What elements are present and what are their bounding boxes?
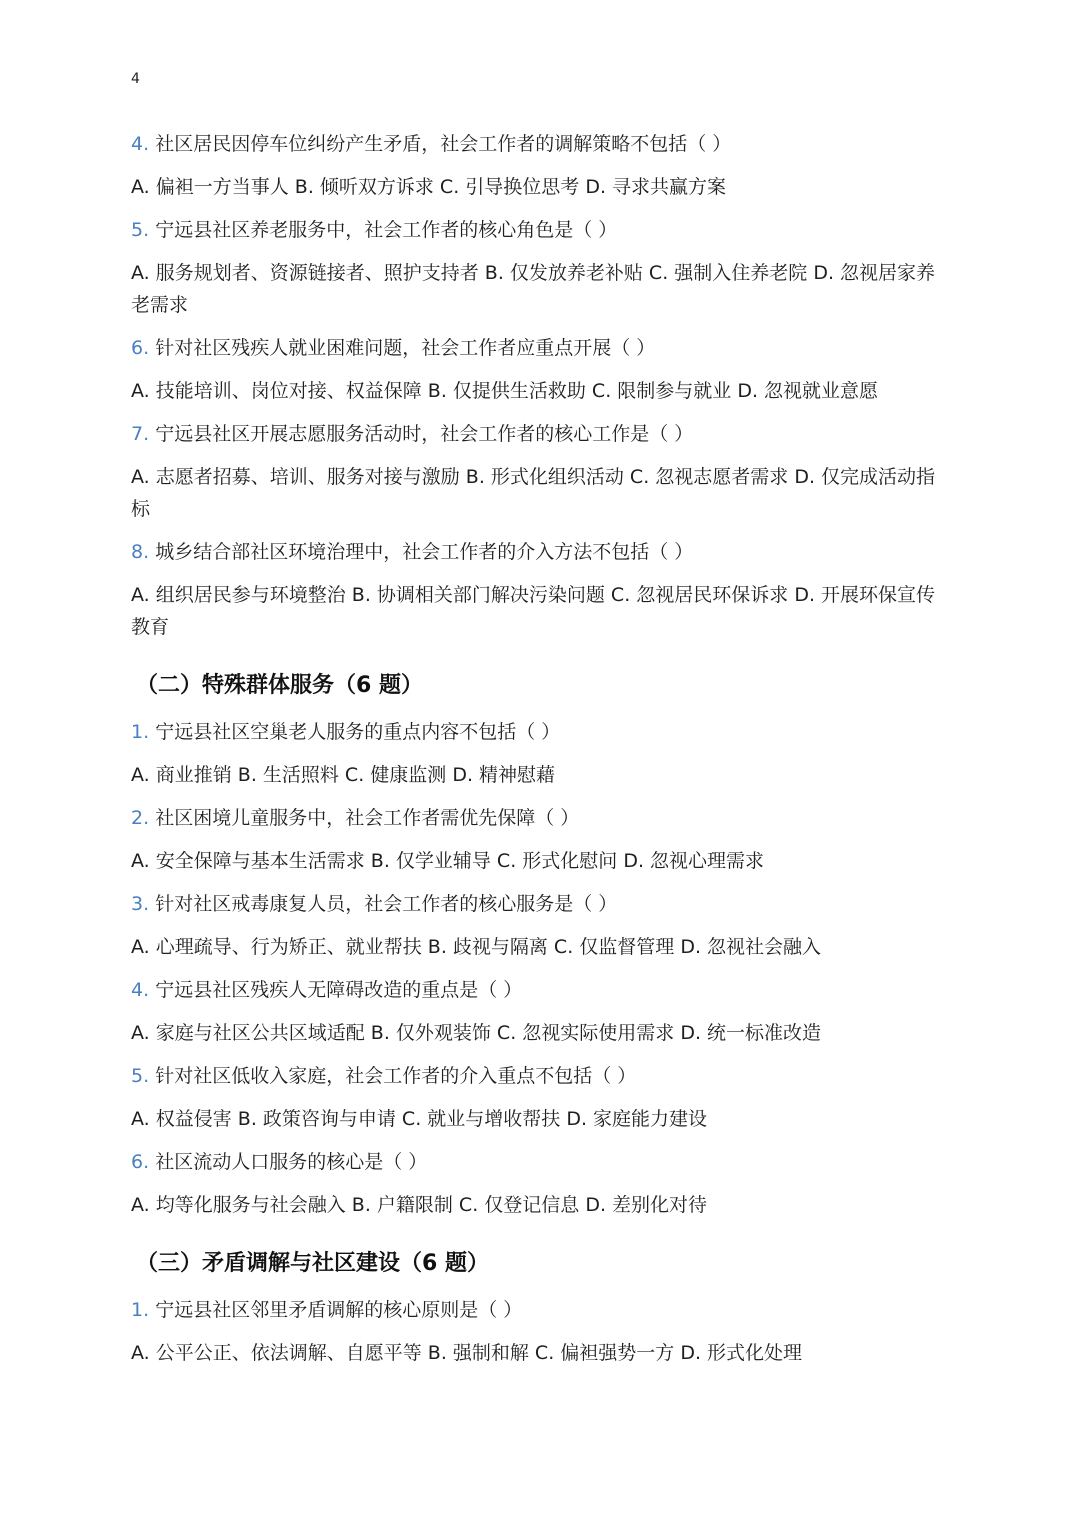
question-options: A. 公平公正、依法调解、自愿平等 B. 强制和解 C. 偏袒强势一方 D. 形式化处理 (131, 1342, 803, 1364)
question-number: 5. (131, 1065, 150, 1087)
question-options: A. 家庭与社区公共区域适配 B. 仅外观装饰 C. 忽视实际使用需求 D. 统一标准改造 (131, 1022, 822, 1044)
question (131, 802, 951, 834)
question-text: 针对社区低收入家庭，社会工作者的介入重点不包括（ ） (155, 1065, 637, 1087)
question-options: A. 安全保障与基本生活需求 B. 仅学业辅导 C. 形式化慰问 D. 忽视心理需求 (131, 850, 765, 872)
question-text: 宁远县社区残疾人无障碍改造的重点是（ ） (155, 979, 523, 1001)
question-number: 1. (131, 1299, 150, 1321)
question-group (131, 669, 951, 1221)
question-options: A. 偏袒一方当事人 B. 倾听双方诉求 C. 引导换位思考 D. 寻求共赢方案 (131, 176, 727, 198)
question (131, 1294, 951, 1326)
question (131, 888, 951, 920)
question-number: 6. (131, 337, 150, 359)
question-options: A. 商业推销 B. 生活照料 C. 健康监测 D. 精神慰藉 (131, 764, 556, 786)
question (131, 536, 951, 568)
question-options: A. 技能培训、岗位对接、权益保障 B. 仅提供生活救助 C. 限制参与就业 D. 忽视就业意愿 (131, 380, 879, 402)
question (131, 1146, 951, 1178)
question-number: 6. (131, 1151, 150, 1173)
question-group (131, 128, 951, 643)
question-options: A. 服务规划者、资源链接者、照护支持者 B. 仅发放养老补贴 C. 强制入住养老院 D. 忽视居家养老需求 (131, 262, 936, 316)
question (131, 974, 951, 1006)
question-text: 社区困境儿童服务中，社会工作者需优先保障（ ） (155, 807, 580, 829)
question (131, 332, 951, 364)
question (131, 418, 951, 450)
question-number: 3. (131, 893, 150, 915)
question-list (131, 128, 951, 1380)
question-text: 宁远县社区邻里矛盾调解的核心原则是（ ） (155, 1299, 523, 1321)
question-number: 1. (131, 721, 150, 743)
question-options: A. 心理疏导、行为矫正、就业帮扶 B. 歧视与隔离 C. 仅监督管理 D. 忽视社会融入 (131, 936, 822, 958)
question-options: A. 均等化服务与社会融入 B. 户籍限制 C. 仅登记信息 D. 差别化对待 (131, 1194, 708, 1216)
question-number: 4. (131, 133, 150, 155)
question-text: 针对社区残疾人就业困难问题，社会工作者应重点开展（ ） (155, 337, 656, 359)
question (131, 716, 951, 748)
question-text: 社区居民因停车位纠纷产生矛盾，社会工作者的调解策略不包括（ ） (155, 133, 732, 155)
question-text: 社区流动人口服务的核心是（ ） (155, 1151, 428, 1173)
question-options: A. 志愿者招募、培训、服务对接与激励 B. 形式化组织活动 C. 忽视志愿者需求 D. 仅完成活动指标 (131, 466, 936, 520)
question-number: 4. (131, 979, 150, 1001)
question (131, 214, 951, 246)
question-text: 针对社区戒毒康复人员，社会工作者的核心服务是（ ） (155, 893, 618, 915)
question-group (131, 1247, 951, 1369)
question-text: 宁远县社区空巢老人服务的重点内容不包括（ ） (155, 721, 561, 743)
question-number: 8. (131, 541, 150, 563)
question-text: 宁远县社区养老服务中，社会工作者的核心角色是（ ） (155, 219, 618, 241)
section-heading: （二）特殊群体服务（6 题） (136, 673, 423, 698)
question-options: A. 组织居民参与环境整治 B. 协调相关部门解决污染问题 C. 忽视居民环保诉求 D. 开展环保宣传教育 (131, 584, 936, 638)
question-text: 宁远县社区开展志愿服务活动时，社会工作者的核心工作是（ ） (155, 423, 694, 445)
page-number: 4 (131, 71, 140, 87)
section-heading: （三）矛盾调解与社区建设（6 题） (136, 1251, 489, 1276)
question-text: 城乡结合部社区环境治理中，社会工作者的介入方法不包括（ ） (155, 541, 694, 563)
question-options: A. 权益侵害 B. 政策咨询与申请 C. 就业与增收帮扶 D. 家庭能力建设 (131, 1108, 708, 1130)
question (131, 128, 951, 160)
question-number: 7. (131, 423, 150, 445)
question (131, 1060, 951, 1092)
question-number: 2. (131, 807, 150, 829)
question-number: 5. (131, 219, 150, 241)
